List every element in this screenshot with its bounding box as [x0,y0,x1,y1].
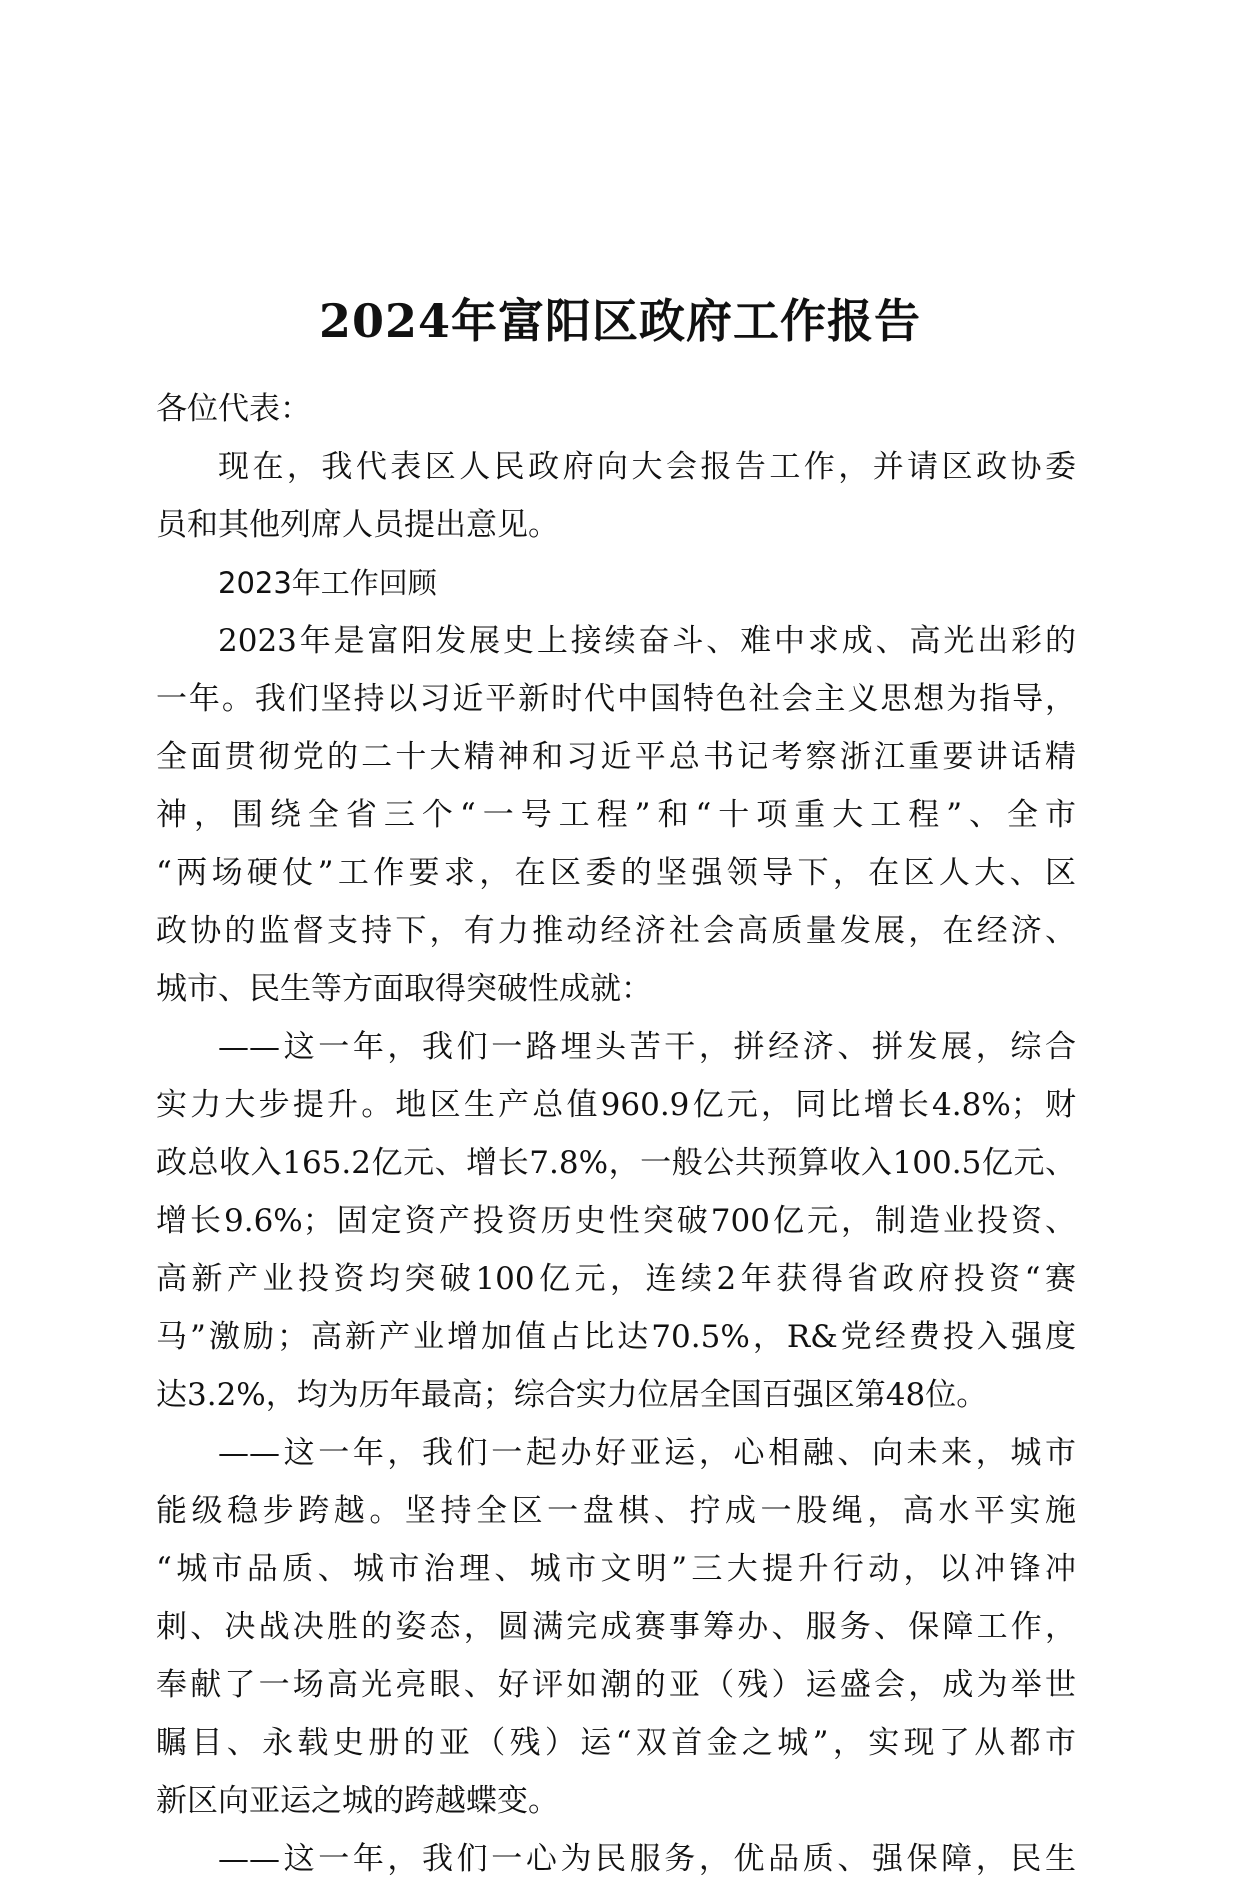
paragraph-line: 现在，我代表区人民政府向大会报告工作，并请区政协委 [218,449,1076,485]
paragraph-line: 员和其他列席人员提出意见。 [156,507,559,543]
paragraph-line: 一年。我们坚持以习近平新时代中国特色社会主义思想为指导， [156,681,1076,717]
document-body [156,380,1076,1888]
paragraph-line: 神，围绕全省三个“一号工程”和“十项重大工程”、全市 [156,797,1076,833]
salutation: 各位代表： [156,391,311,427]
paragraph-line: 刺、决战决胜的姿态，圆满完成赛事筹办、服务、保障工作， [156,1609,1076,1645]
paragraph-line: 马”激励；高新产业增加值占比达70.5%，R&党经费投入强度 [156,1319,1076,1355]
paragraph-line: 达3.2%，均为历年最高；综合实力位居全国百强区第48位。 [156,1377,988,1413]
paragraph-line: “两场硬仗”工作要求，在区委的坚强领导下，在区人大、区 [156,855,1076,891]
paragraph-line: ——这一年，我们一路埋头苦干，拼经济、拼发展，综合 [218,1029,1076,1065]
paragraph-line: 新区向亚运之城的跨越蝶变。 [156,1783,559,1819]
paragraph-line: ——这一年，我们一心为民服务，优品质、强保障，民生 [218,1841,1076,1877]
paragraph-line: 2023年是富阳发展史上接续奋斗、难中求成、高光出彩的 [218,623,1076,659]
paragraph-line: 增长9.6%；固定资产投资历史性突破700亿元，制造业投资、 [156,1203,1076,1239]
paragraph-line: 政协的监督支持下，有力推动经济社会高质量发展，在经济、 [156,913,1076,949]
paragraph-line: 能级稳步跨越。坚持全区一盘棋、拧成一股绳，高水平实施 [156,1493,1076,1529]
paragraph-line: 高新产业投资均突破100亿元，连续2年获得省政府投资“赛 [156,1261,1076,1297]
paragraph-line: ——这一年，我们一起办好亚运，心相融、向未来，城市 [218,1435,1076,1471]
section-heading: 2023年工作回顾 [218,566,437,600]
paragraph-line: 瞩目、永载史册的亚（残）运“双首金之城”，实现了从都市 [156,1725,1076,1761]
paragraph-line: 城市、民生等方面取得突破性成就： [156,971,652,1007]
paragraph-line: 实力大步提升。地区生产总值960.9亿元，同比增长4.8%；财 [156,1087,1076,1123]
paragraph-line: 政总收入165.2亿元、增长7.8%，一般公共预算收入100.5亿元、 [156,1145,1076,1181]
paragraph-line: 奉献了一场高光亮眼、好评如潮的亚（残）运盛会，成为举世 [156,1667,1076,1703]
paragraph-line: 全面贯彻党的二十大精神和习近平总书记考察浙江重要讲话精 [156,739,1076,775]
document-title: 2024年富阳区政府工作报告 [318,293,922,348]
paragraph-line: “城市品质、城市治理、城市文明”三大提升行动，以冲锋冲 [156,1551,1076,1587]
